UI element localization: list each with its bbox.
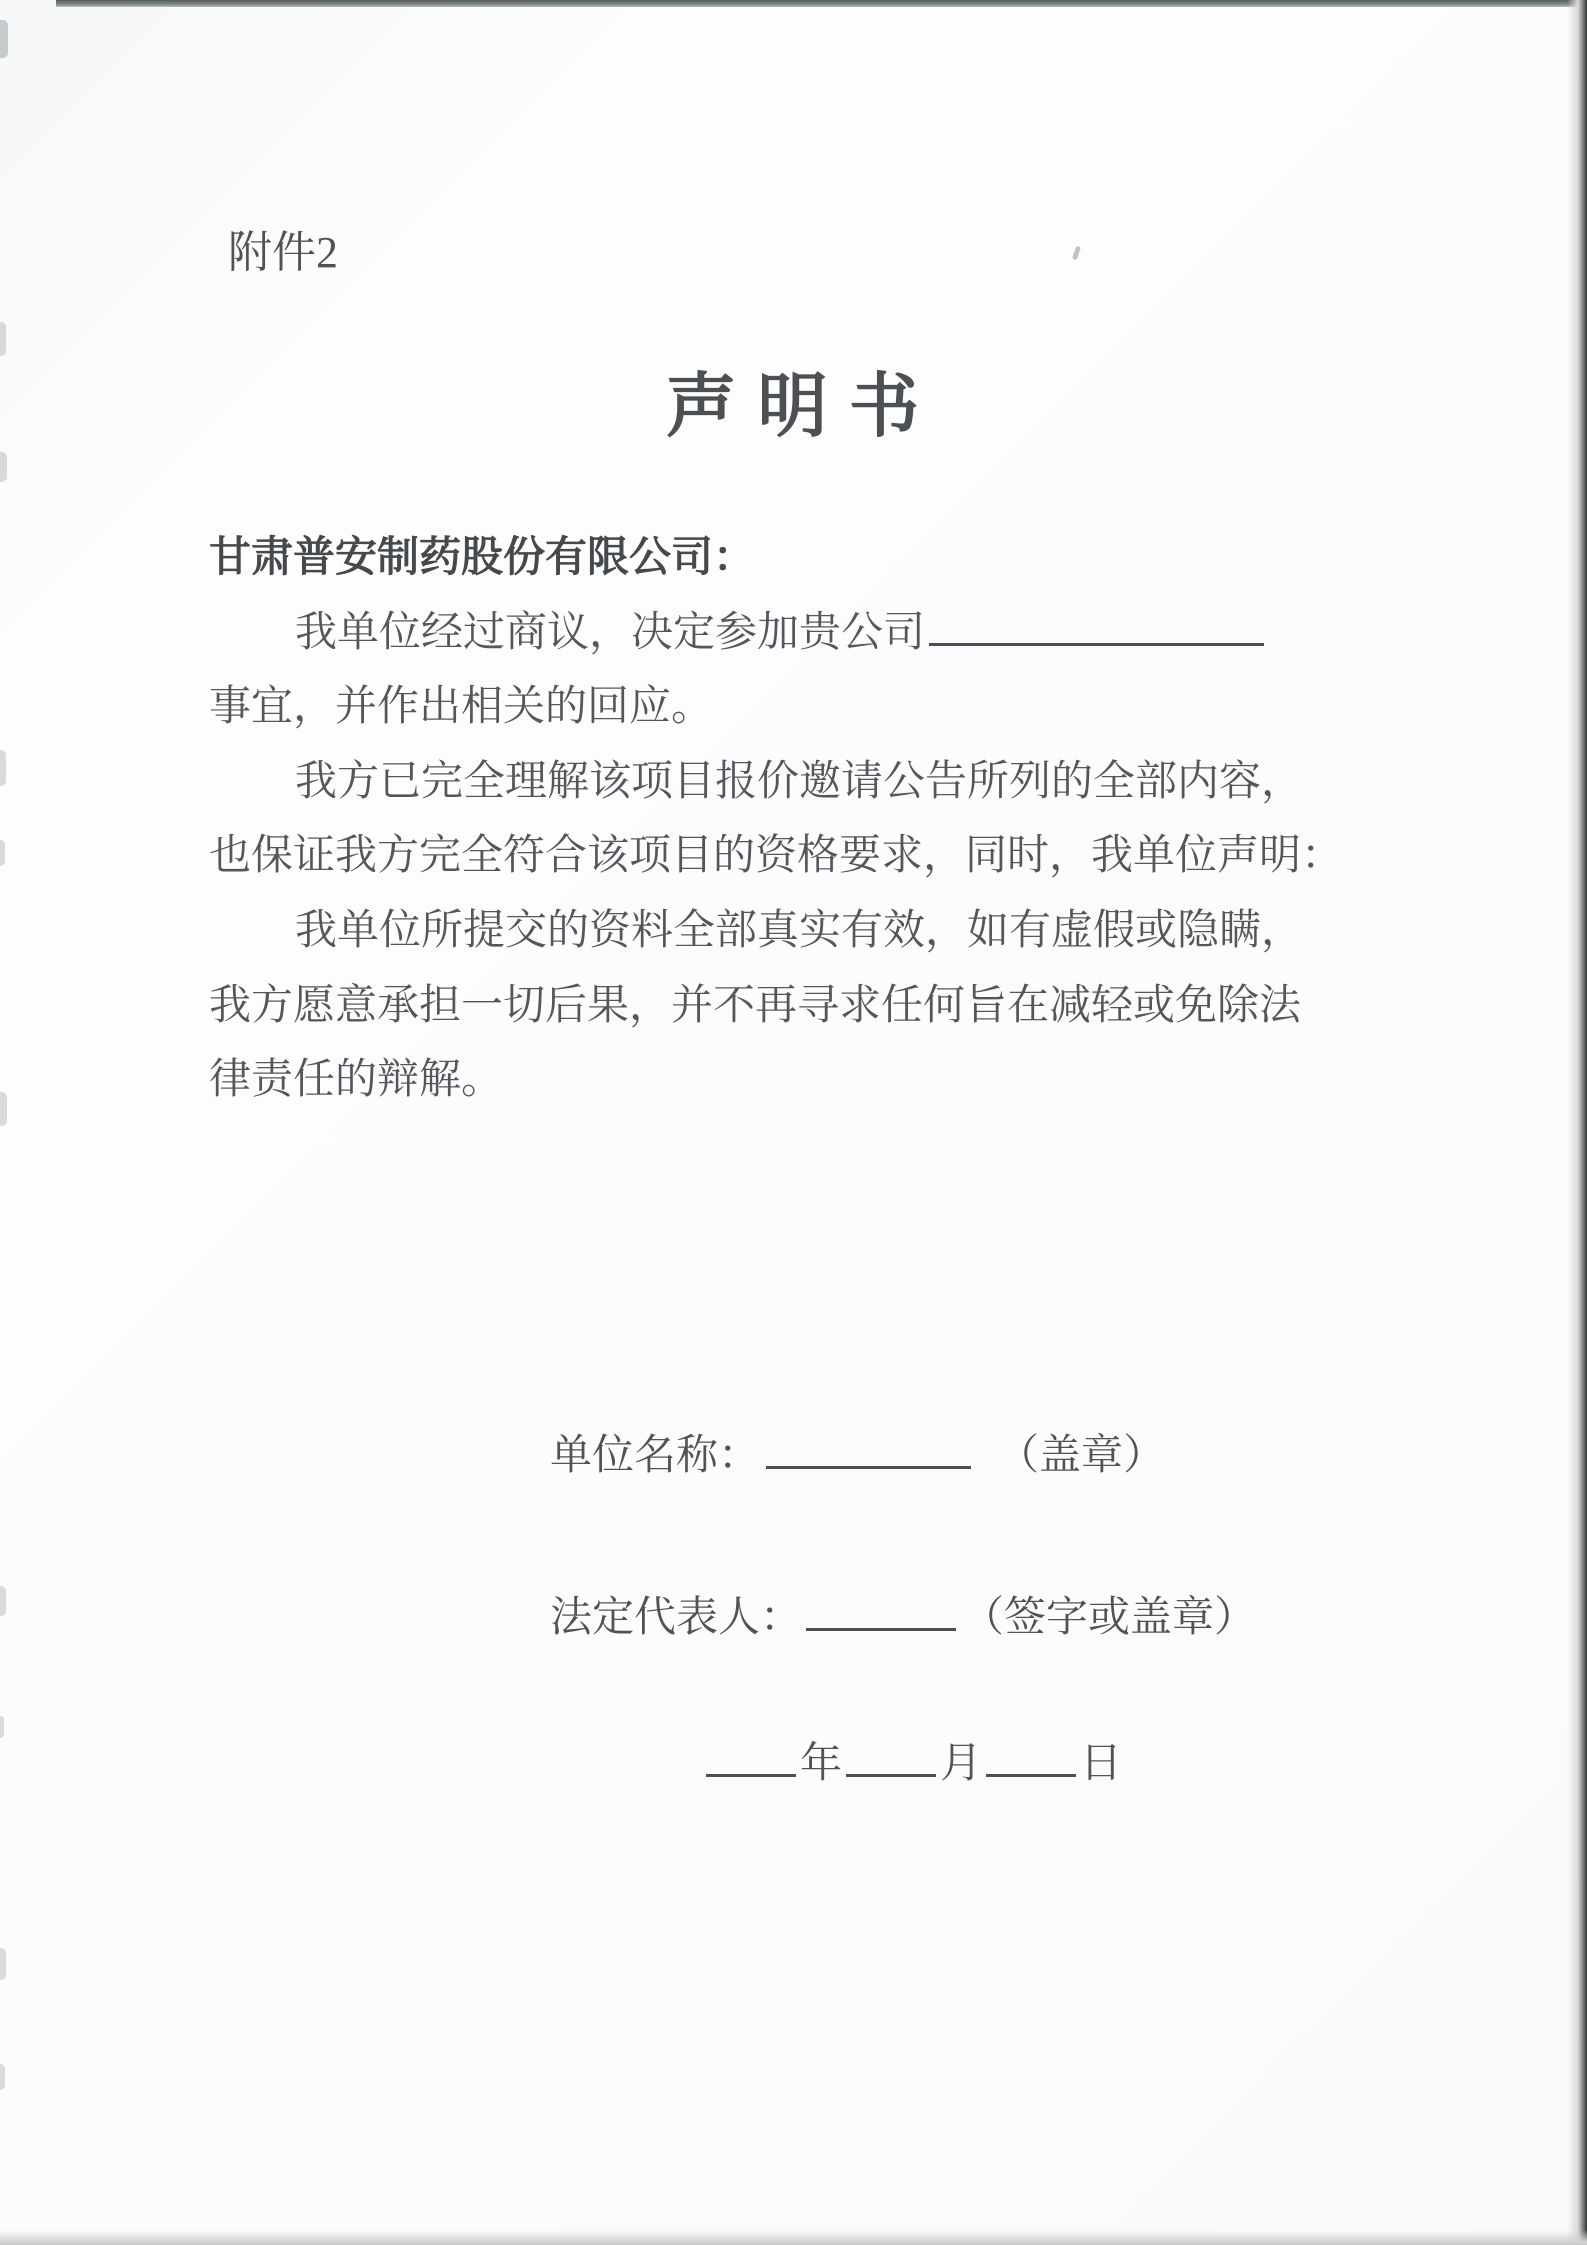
signature-unit-row [550, 1422, 1165, 1482]
body-line: 我单位所提交的资料全部真实有效，如有虚假或隐瞒， [295, 907, 1304, 954]
body-line: 也保证我方完全符合该项目的资格要求，同时，我单位声明： [209, 833, 1344, 880]
legal-rep-blank [806, 1621, 956, 1631]
scan-smudge [0, 1948, 6, 1980]
legal-rep-label: 法定代表人： [550, 1595, 803, 1641]
scan-smudge [0, 2064, 5, 2090]
scan-smudge [0, 750, 6, 786]
month-label: 月 [940, 1741, 983, 1787]
body-line: 事宜，并作出相关的回应。 [209, 684, 714, 731]
document-title: 声 明 书 [666, 369, 921, 446]
day-label: 日 [1080, 1741, 1123, 1787]
attachment-label: 附件2 [228, 228, 338, 277]
scan-smudge [0, 1716, 4, 1738]
seal-note: （盖章） [997, 1433, 1166, 1479]
scan-smudge [0, 1586, 6, 1616]
sign-or-seal-note: （签字或盖章） [962, 1595, 1257, 1641]
body-line: 律责任的辩解。 [209, 1057, 504, 1104]
unit-name-label: 单位名称： [550, 1433, 761, 1479]
scan-smudge [0, 1092, 7, 1126]
salutation-line: 甘肃普安制药股份有限公司： [209, 535, 756, 581]
scan-smudge [0, 452, 7, 482]
signature-date-row [702, 1730, 1122, 1790]
body-line: 我方愿意承担一切后果，并不再寻求任何旨在减轻或免除法 [209, 982, 1302, 1029]
scan-edge-bottom [0, 2230, 1587, 2245]
fill-in-blank-project [929, 636, 1264, 646]
date-blank-year [706, 1767, 796, 1777]
body-line-text: 我单位经过商议，决定参加贵公司 [295, 609, 926, 656]
signature-legal-rep-row [550, 1584, 1256, 1644]
scan-speck [1072, 246, 1081, 261]
scan-smudge [0, 20, 8, 58]
unit-name-blank [766, 1459, 971, 1469]
body-line: 我方已完全理解该项目报价邀请公告所列的全部内容， [295, 758, 1304, 805]
scan-edge-top [56, 0, 1587, 7]
scan-smudge [0, 840, 5, 866]
document-body [209, 521, 1343, 1118]
year-label: 年 [800, 1741, 843, 1787]
body-line [209, 596, 1343, 671]
date-blank-day [986, 1767, 1076, 1777]
scan-edge-right [1567, 0, 1587, 2245]
date-blank-month [846, 1767, 936, 1777]
